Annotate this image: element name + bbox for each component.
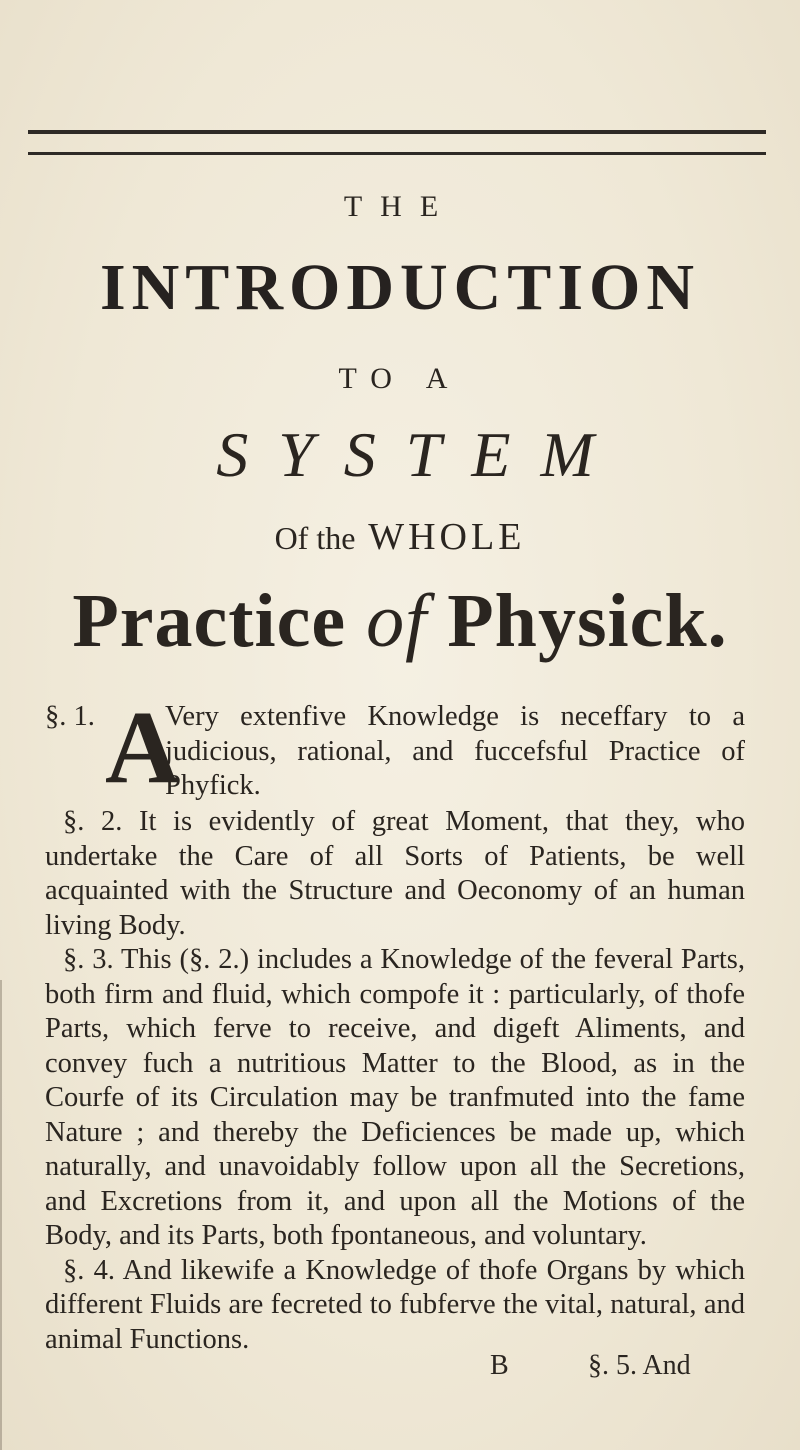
title-of-the: Of the xyxy=(274,520,356,556)
signature-mark: B xyxy=(490,1350,509,1381)
catchword: §. 5. And xyxy=(588,1350,691,1381)
title-whole: WHOLE xyxy=(368,516,526,558)
paragraph-text: And likewife a Knowledge of thofe Organs by which different Fluids are fecreted to fubferve the vital, natural, and animal Functions. xyxy=(45,1254,745,1355)
title-of: of xyxy=(366,579,428,663)
paragraph-text: It is evidently of great Moment, that they, who undertake the Care of all Sorts of Patients, be well acquainted with the Structure and Oeconomy of an human living Body. xyxy=(45,806,745,941)
title-of-the-whole xyxy=(0,515,800,559)
paragraph-2 xyxy=(45,805,745,943)
paragraph-3 xyxy=(45,943,745,1254)
section-number: §. 2. xyxy=(63,806,123,837)
paragraph-4 xyxy=(45,1254,745,1358)
paragraph-1 xyxy=(45,690,745,805)
drop-cap: A xyxy=(105,690,181,805)
page-footer xyxy=(0,1350,800,1390)
section-number: §. 4. xyxy=(63,1254,115,1286)
title-to-a: TO A xyxy=(338,362,462,395)
title-introduction: INTRODUCTION xyxy=(99,251,701,324)
title-practice-of-physick xyxy=(0,578,800,665)
paragraph-text: This (§. 2.) includes a Knowledge of the feveral Parts, both firm and fluid, which compofe it : particularly, of thofe Parts, which ferve to receive, and digeft Aliments, and convey fuch a nutritious Matter to the Blood, as in the Courfe of its Circulation may be tranfmuted into the fame Nature ; and thereby the Deficiences be made up, which naturally, and unavoidably follow upon all the Secretions, and Excretions from it, and upon all the Motions of the Body, and its Parts, both fpontaneous, and voluntary. xyxy=(45,944,745,1251)
title-practice: Practice xyxy=(72,579,347,663)
section-number: §. 3. xyxy=(63,944,114,975)
title-system: SYSTEM xyxy=(216,419,624,490)
second-rule xyxy=(28,152,766,155)
body-text xyxy=(45,690,745,1357)
top-rule xyxy=(28,130,766,134)
section-number: §. 1. xyxy=(45,701,95,732)
title-the: THE xyxy=(343,190,457,223)
paragraph-text: Very extenfive Knowledge is neceffary to a judicious, rational, and fuccefsful Practice of Phyfick. xyxy=(165,701,745,801)
title-physick: Physick. xyxy=(447,579,728,663)
page-edge-shadow xyxy=(0,980,2,1450)
